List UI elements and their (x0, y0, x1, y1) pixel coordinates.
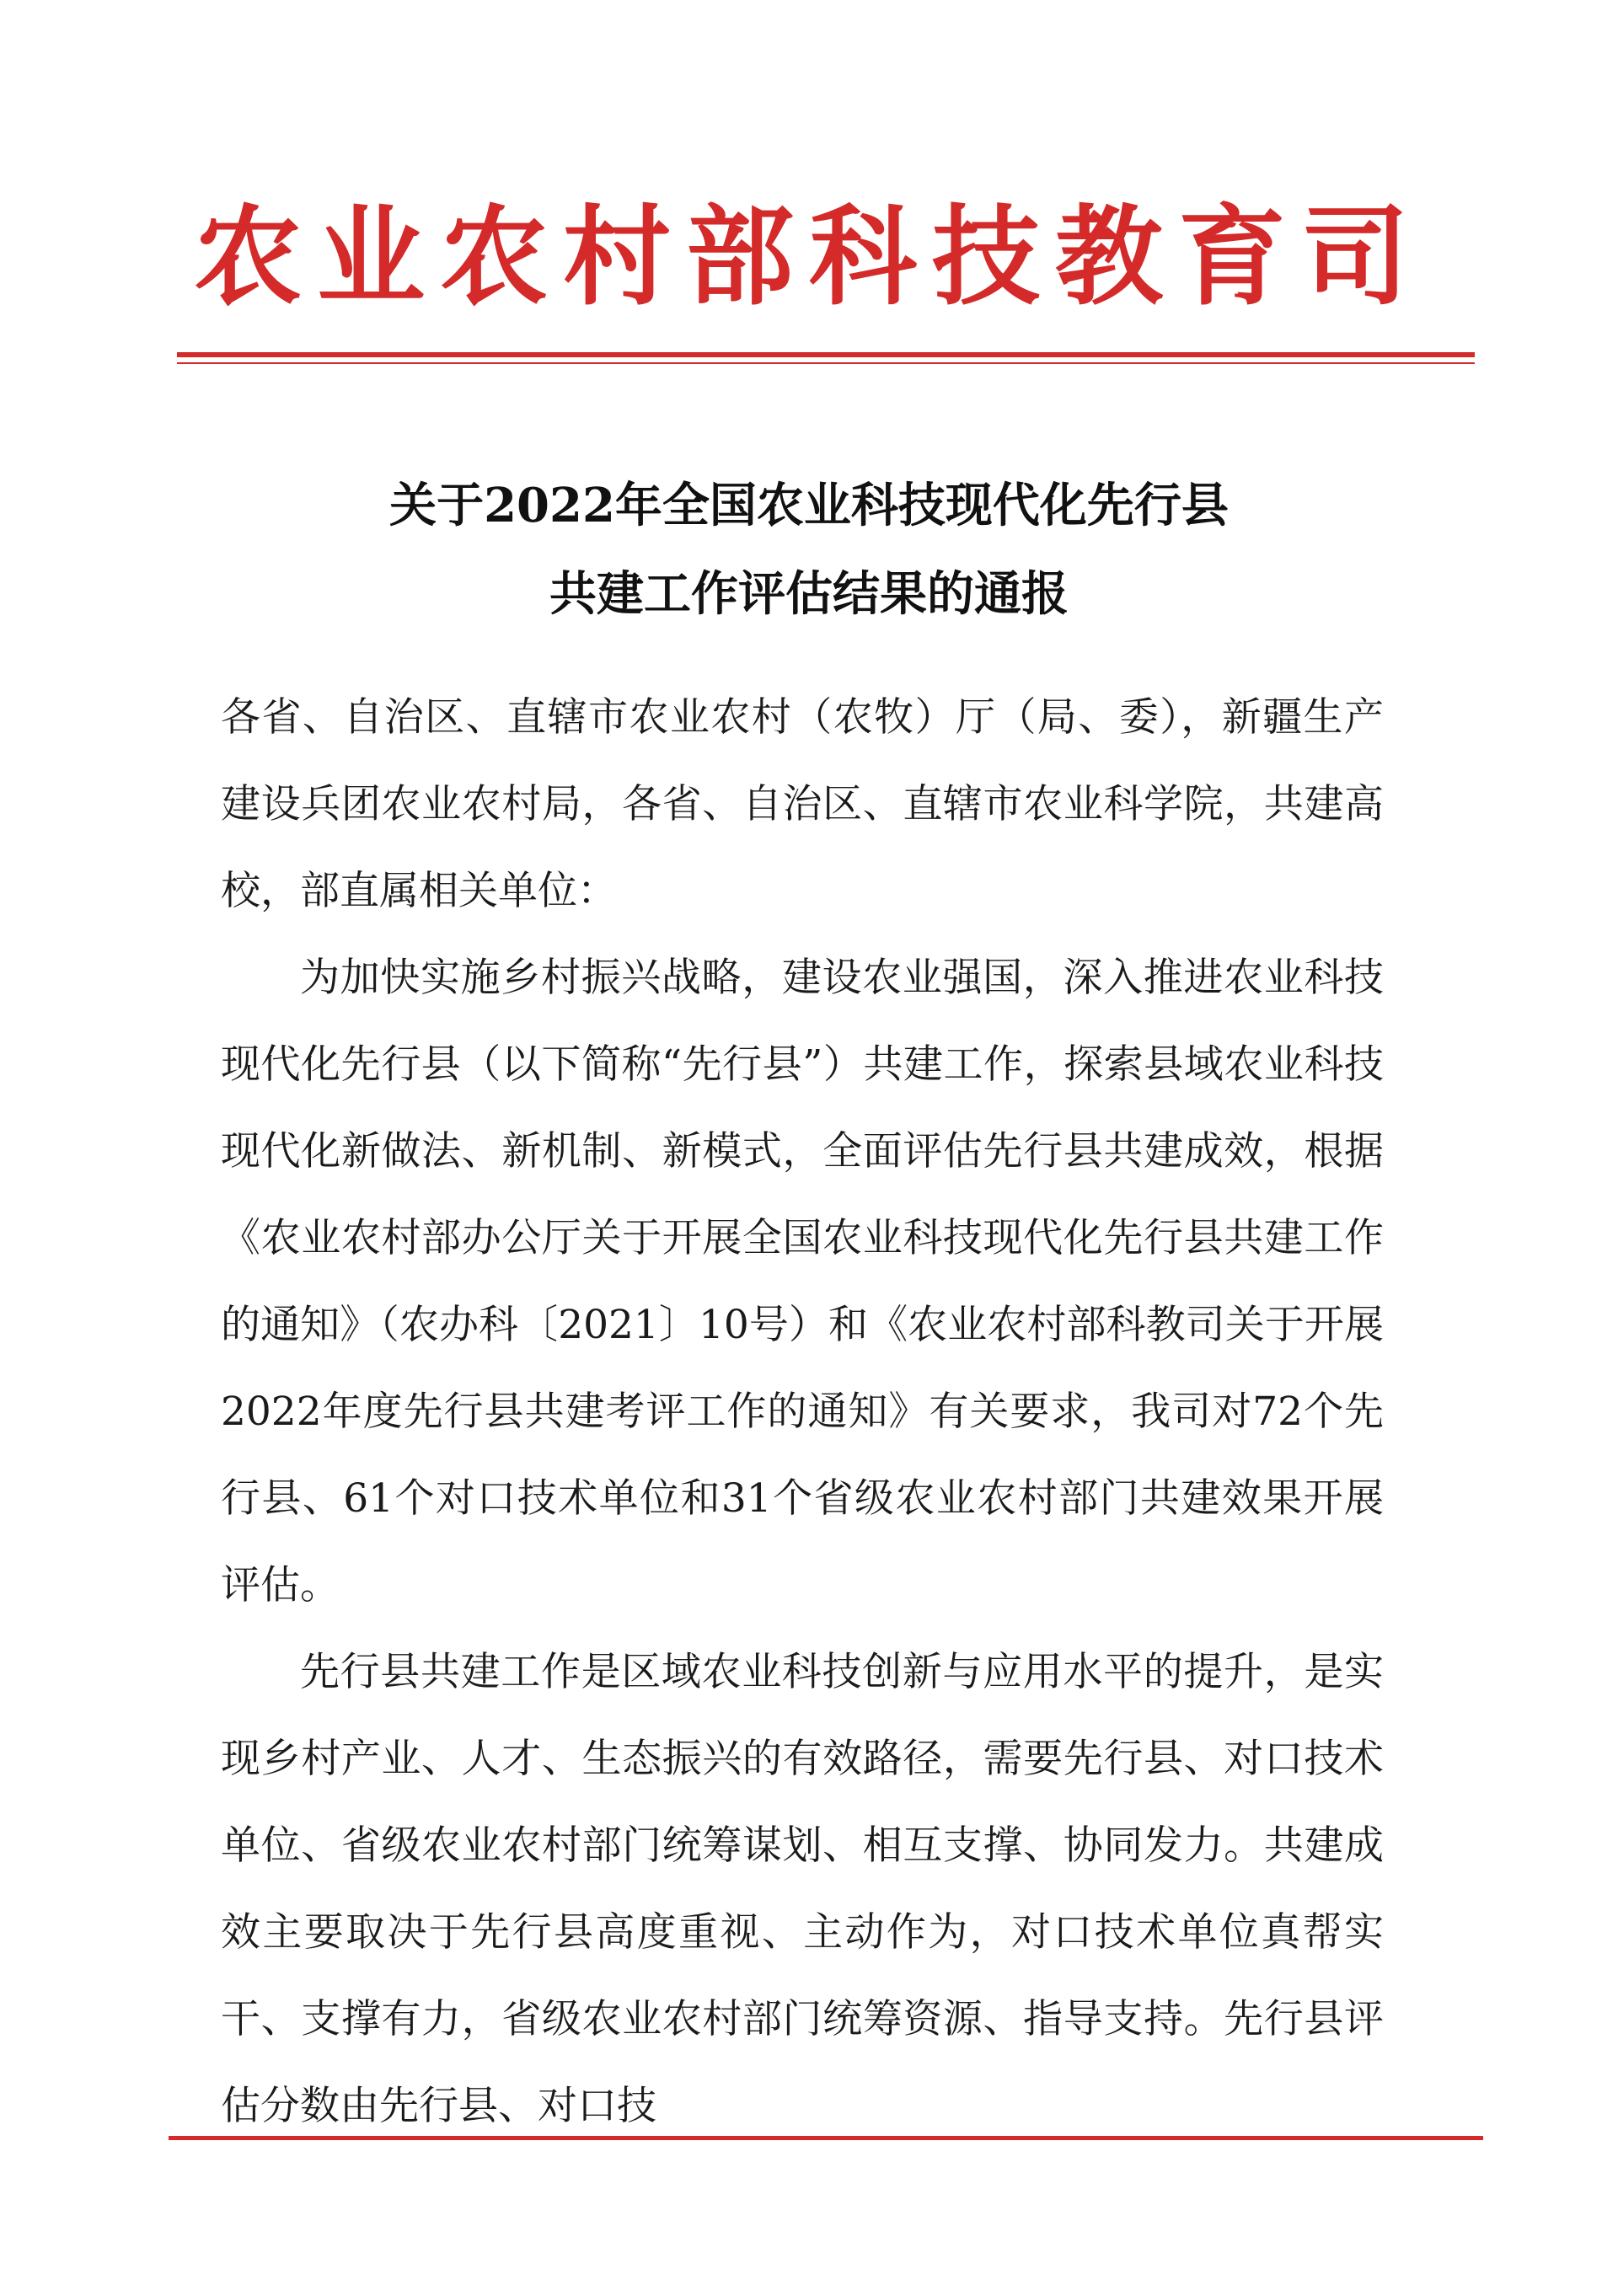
body-paragraph-2: 先行县共建工作是区域农业科技创新与应用水平的提升，是实现乡村产业、人才、生态振兴的有效路径，需要先行县、对口技术单位、省级农业农村部门统筹谋划、相互支撑、协同发力。共建成效主要取决于先行县高度重视、主动作为，对口技术单位真帮实干、支撑有力，省级农业农村部门统筹资源、指导支持。先行县评估分数由先行县、对口技 (221, 1649, 1384, 2129)
document-body (221, 674, 1384, 2149)
masthead-rule-thick (177, 352, 1475, 357)
body-paragraph-1: 为加快实施乡村振兴战略，建设农业强国，深入推进农业科技现代化先行县（以下简称“先行县”）共建工作，探索县域农业科技现代化新做法、新机制、新模式，全面评估先行县共建成效，根据《农业农村部办公厅关于开展全国农业科技现代化先行县共建工作的通知》（农办科〔2021〕10号）和《农业农村部科教司关于开展2022年度先行县共建考评工作的通知》有关要求，我司对72个先行县、61个对口技术单位和31个省级农业农村部门共建效果开展评估。 (221, 955, 1384, 1608)
masthead-organization: 农业农村部科技教育司 (193, 194, 1424, 320)
footer-rule (169, 2136, 1483, 2140)
masthead-rule-thin (177, 362, 1475, 364)
document-title-line-2: 共建工作评估结果的通报 (549, 566, 1069, 622)
addressee-paragraph: 各省、自治区、直辖市农业农村（农牧）厅（局、委），新疆生产建设兵团农业农村局，各省、自治区、直辖市农业科学院，共建高校，部直属相关单位： (221, 694, 1384, 914)
document-title-line-1: 关于2022年全国农业科技现代化先行县 (389, 478, 1229, 533)
